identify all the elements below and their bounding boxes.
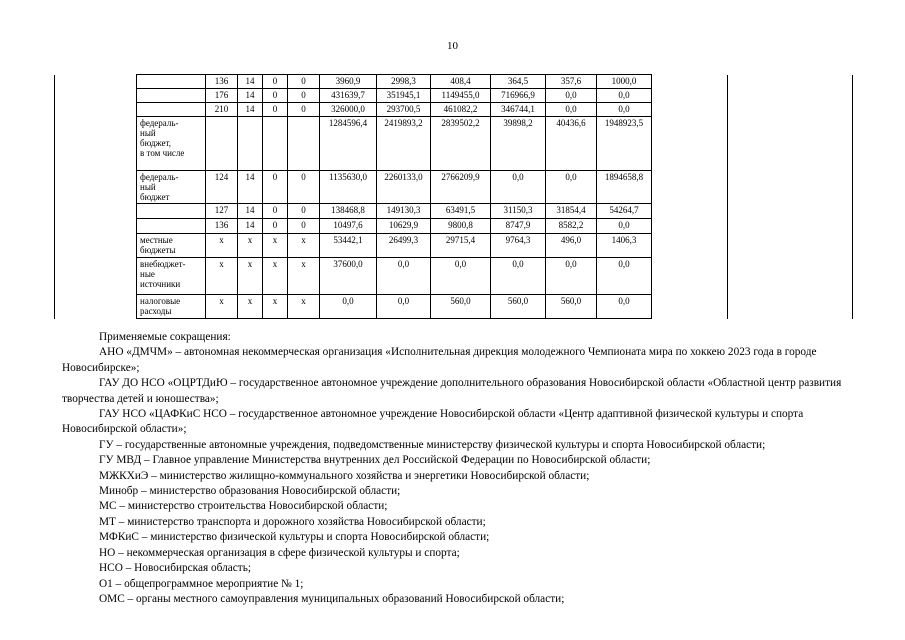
table-row [55, 75, 853, 89]
table-cell: 0,0 [491, 258, 546, 295]
table-cell: 31854,4 [546, 204, 597, 219]
empty-cell [55, 204, 137, 219]
table-cell: 3960,9 [320, 75, 377, 89]
row-label: налоговые расходы [137, 295, 206, 319]
row-label: местные бюджеты [137, 234, 206, 258]
empty-cell [652, 89, 728, 103]
empty-cell [55, 258, 137, 295]
table-cell: 357,6 [546, 75, 597, 89]
empty-cell [728, 75, 853, 89]
table-cell: x [263, 234, 288, 258]
table-cell: 210 [206, 103, 238, 117]
row-label [137, 204, 206, 219]
table-cell: 14 [238, 103, 263, 117]
table-cell: 0,0 [597, 219, 652, 234]
table-cell: 37600,0 [320, 258, 377, 295]
table-cell: 0 [263, 89, 288, 103]
row-label: внебюджет- ные источники [137, 258, 206, 295]
table-row [55, 234, 853, 258]
table-cell: 1894658,8 [597, 171, 652, 204]
table-cell: x [288, 258, 320, 295]
table-cell [288, 117, 320, 171]
empty-cell [652, 219, 728, 234]
table-cell: 560,0 [431, 295, 491, 319]
table-cell: 14 [238, 204, 263, 219]
table-cell: 0 [263, 219, 288, 234]
table-cell: 0,0 [546, 103, 597, 117]
table-cell: x [263, 258, 288, 295]
table-cell: 8582,2 [546, 219, 597, 234]
empty-cell [55, 295, 137, 319]
table-cell: 29715,4 [431, 234, 491, 258]
table-cell: 431639,7 [320, 89, 377, 103]
table-cell: 149130,3 [377, 204, 431, 219]
table-row [55, 204, 853, 219]
empty-cell [55, 234, 137, 258]
table-cell: 0,0 [597, 103, 652, 117]
empty-cell [652, 171, 728, 204]
table-cell: 0,0 [546, 171, 597, 204]
table-cell: 1149455,0 [431, 89, 491, 103]
table-row [55, 171, 853, 204]
abbreviation-item: НСО – Новосибирская область; [99, 562, 252, 575]
table-cell: x [288, 234, 320, 258]
table-cell: 124 [206, 171, 238, 204]
table-cell: 10629,9 [377, 219, 431, 234]
abbreviations-list [62, 330, 862, 607]
empty-cell [728, 295, 853, 319]
table-cell: 0,0 [491, 171, 546, 204]
table-cell: 9764,3 [491, 234, 546, 258]
table-cell: 0 [263, 103, 288, 117]
abbreviation-item: МС – министерство строительства Новосибирской области; [99, 500, 388, 513]
abbreviation-item: МТ – министерство транспорта и дорожного хозяйства Новосибирской области; [99, 515, 486, 528]
empty-cell [728, 258, 853, 295]
table-cell [263, 117, 288, 171]
row-label: федераль- ный бюджет, в том числе [137, 117, 206, 171]
table-cell: 127 [206, 204, 238, 219]
table-cell: 2260133,0 [377, 171, 431, 204]
empty-cell [652, 295, 728, 319]
abbreviation-item: ОМС – органы местного самоуправления муниципальных образований Новосибирской области; [99, 592, 565, 605]
table-cell: 40436,6 [546, 117, 597, 171]
table-row [55, 89, 853, 103]
table-cell: x [206, 295, 238, 319]
abbreviation-item: АНО «ДМЧМ» – автономная некоммерческая организация «Исполнительная дирекция молодежного Чемпионата мира по хоккею 2023 года в городе Новосибирске»; [62, 346, 817, 374]
table-cell: x [206, 234, 238, 258]
table-cell: 14 [238, 171, 263, 204]
table-cell: 8747,9 [491, 219, 546, 234]
table-cell [238, 117, 263, 171]
table-cell: 1406,3 [597, 234, 652, 258]
table-cell: 716966,9 [491, 89, 546, 103]
table-cell: 1000,0 [597, 75, 652, 89]
table-cell: 346744,1 [491, 103, 546, 117]
abbreviation-item: МЖКХиЭ – министерство жилищно-коммунального хозяйства и энергетики Новосибирской области; [99, 469, 590, 482]
empty-cell [652, 103, 728, 117]
empty-cell [55, 89, 137, 103]
table-cell: 0,0 [377, 258, 431, 295]
table-cell: 560,0 [491, 295, 546, 319]
empty-cell [55, 103, 137, 117]
empty-cell [728, 103, 853, 117]
table-cell: 136 [206, 219, 238, 234]
abbreviation-item: ГУ МВД – Главное управление Министерства внутренних дел Российской Федерации по Новосибирской области; [99, 454, 651, 467]
table-cell [206, 117, 238, 171]
empty-cell [55, 171, 137, 204]
abbreviation-item: ГАУ НСО «ЦАФКиС НСО – государственное автономное учреждение Новосибирской области «Центр адаптивной физической культуры и спорта Новосибирской области»; [62, 408, 804, 436]
table-cell: 14 [238, 75, 263, 89]
table-cell: 1135630,0 [320, 171, 377, 204]
table-cell: 351945,1 [377, 89, 431, 103]
table-cell: 0,0 [546, 89, 597, 103]
abbreviation-item: МФКиС – министерство физической культуры и спорта Новосибирской области; [99, 531, 490, 544]
table-cell: 54264,7 [597, 204, 652, 219]
row-label [137, 103, 206, 117]
table-cell: 2998,3 [377, 75, 431, 89]
table-row [55, 117, 853, 171]
abbreviation-item: ГАУ ДО НСО «ОЦРТДиЮ – государственное автономное учреждение дополнительного образования Новосибирской области «Областной центр развития творчества детей и юношества»; [62, 377, 842, 405]
table-cell: 0 [288, 204, 320, 219]
table-cell: 10497,6 [320, 219, 377, 234]
table-cell: 0,0 [546, 258, 597, 295]
table-cell: 31150,3 [491, 204, 546, 219]
table-cell: 0,0 [597, 89, 652, 103]
empty-cell [55, 219, 137, 234]
row-label: федераль- ный бюджет [137, 171, 206, 204]
table-cell: 0,0 [320, 295, 377, 319]
table-row [55, 103, 853, 117]
empty-cell [652, 204, 728, 219]
table-cell: 0 [288, 103, 320, 117]
table-cell: 0 [263, 75, 288, 89]
table-cell: 2419893,2 [377, 117, 431, 171]
empty-cell [652, 75, 728, 89]
table-cell: 1284596,4 [320, 117, 377, 171]
empty-cell [55, 75, 137, 89]
table-cell: 14 [238, 89, 263, 103]
abbreviation-item: ГУ – государственные автономные учреждения, подведомственные министерству физической культуры и спорта Новосибирской области; [99, 438, 766, 451]
empty-cell [728, 89, 853, 103]
table-cell: 1948923,5 [597, 117, 652, 171]
empty-cell [728, 117, 853, 171]
table-cell: 0 [288, 171, 320, 204]
empty-cell [652, 117, 728, 171]
table-cell: 0,0 [597, 295, 652, 319]
table-cell: 2839502,2 [431, 117, 491, 171]
table-cell: 0 [288, 75, 320, 89]
table-cell: x [238, 234, 263, 258]
table-cell: 408,4 [431, 75, 491, 89]
empty-cell [728, 204, 853, 219]
table-cell: 560,0 [546, 295, 597, 319]
row-label [137, 75, 206, 89]
table-cell: 14 [238, 219, 263, 234]
table-row [55, 295, 853, 319]
abbreviations-heading: Применяемые сокращения: [99, 331, 231, 343]
page-number: 10 [447, 40, 458, 52]
table-cell: 496,0 [546, 234, 597, 258]
table-cell: 0,0 [431, 258, 491, 295]
table-cell: 176 [206, 89, 238, 103]
table-cell: 0,0 [597, 258, 652, 295]
abbreviation-item: НО – некоммерческая организация в сфере физической культуры и спорта; [99, 546, 460, 559]
table-cell: 461082,2 [431, 103, 491, 117]
table-row [55, 219, 853, 234]
table-cell: x [238, 258, 263, 295]
table-cell: x [288, 295, 320, 319]
table-cell: 0 [288, 219, 320, 234]
empty-cell [728, 234, 853, 258]
table-cell: 293700,5 [377, 103, 431, 117]
table-row [55, 258, 853, 295]
table-cell: 138468,8 [320, 204, 377, 219]
table-cell: x [206, 258, 238, 295]
table-cell: 53442,1 [320, 234, 377, 258]
abbreviation-item: Минобр – министерство образования Новосибирской области; [99, 485, 401, 498]
row-label [137, 89, 206, 103]
table-cell: 2766209,9 [431, 171, 491, 204]
table-cell: x [263, 295, 288, 319]
empty-cell [652, 234, 728, 258]
table-cell: x [238, 295, 263, 319]
table-cell: 63491,5 [431, 204, 491, 219]
table-cell: 326000,0 [320, 103, 377, 117]
table-cell: 364,5 [491, 75, 546, 89]
table-cell: 9800,8 [431, 219, 491, 234]
row-label [137, 219, 206, 234]
empty-cell [652, 258, 728, 295]
table-cell: 0 [263, 204, 288, 219]
table-cell: 39898,2 [491, 117, 546, 171]
budget-table [54, 74, 853, 319]
empty-cell [728, 171, 853, 204]
table-cell: 136 [206, 75, 238, 89]
empty-cell [728, 219, 853, 234]
table-cell: 0,0 [377, 295, 431, 319]
empty-cell [55, 117, 137, 171]
table-cell: 0 [263, 171, 288, 204]
table-cell: 0 [288, 89, 320, 103]
abbreviation-item: О1 – общепрограммное мероприятие № 1; [99, 577, 304, 590]
table-cell: 26499,3 [377, 234, 431, 258]
